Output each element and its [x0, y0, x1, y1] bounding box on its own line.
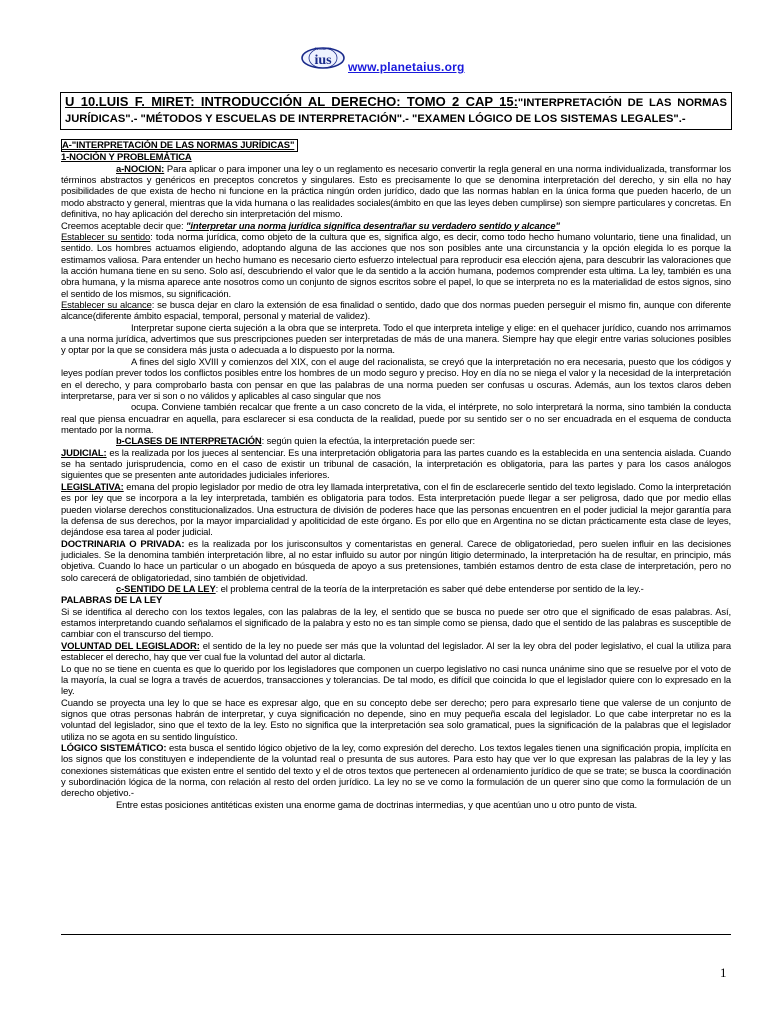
document-body	[61, 139, 731, 811]
page-header	[0, 40, 768, 80]
paragraph-voluntad: VOLUNTAD DEL LEGISLADOR: el sentido de la ley no puede ser más que la voluntad del legislador. Al ser la ley obra del poder legislativo, el cual la utiliza para establecer el derecho, hay que ver cual fue la voluntad del autor al dictarla.	[61, 640, 731, 664]
paragraph-sentido-ley: c-SENTIDO DE LA LEY: el problema central de la teoría de la interpretación es saber qué debe entenderse por sentido de la ley.-	[116, 584, 644, 596]
paragraph-afines: A fines del siglo XVIII y comienzos del XIX, con el auge del racionalista, se creyó que la interpretación no era necesaria, puesto que los códigos y leyes podían prever todos los conflictos posibles entre los hombres de un modo seguro y preciso. Hoy en día no se niega el valor y la necesidad de la interpretación en el derecho, y para comprobarlo basta con pensar en que las palabras de una norma pueden ser confusas u oscuras. Además, aun los textos claros deben interpretarse, para ver si son o no válidos y aplicables al caso singular que nos	[61, 356, 731, 402]
paragraph-sentido: Establecer su sentido: toda norma jurídica, como objeto de la cultura que es, significa algo, es decir, como todo hecho humano voluntario, tiene una finalidad, un sentido. Los hombres actuamos eligiendo, adoptando alguna de las acciones que nos son posibles ante una circunstancia y la opción elegida lo es porque la estimamos valiosa. Para entender un hecho humano es necesario cierto esfuerzo intelectual para reproducir esa elección ajena, para descubrir las valoraciones que la acción humana tiene en su seno. Solo así, descubriendo el valor que le da sentido a la acción humana, podemos comprender esta ultima. La ley, también es una obra humana, y la misma aparece ante nosotros como un conjunto de signos escritos sobre el papel, lo que se interpreta no es la materialidad de estos signos, sino el sentido de los mismos, su significación.	[61, 231, 731, 300]
planetaius-logo	[300, 44, 346, 70]
paragraph-creemos: Creemos aceptable decir que: "interpretar una norma jurídica significa desentrañar su verdadero sentido y alcance"	[61, 220, 560, 232]
site-url-link[interactable]: www.planetaius.org	[348, 60, 465, 74]
logo-small-text: PLANETA	[314, 47, 332, 51]
logo-text: ius	[314, 53, 332, 68]
paragraph-judicial: JUDICIAL: es la realizada por los jueces al sentenciar. Es una interpretación obligatoria para las partes cuando es la establecida en una sentencia aislada. Cuando se ha sentado jurisprudencia, como en el caso de existir un tribunal de casación, la interpretación es obligatoria, para las partes y para los casos análogos siguientes que se presenten ante autoridades judiciales inferiores.	[61, 447, 731, 482]
paragraph-nocion: a-NOCION: Para aplicar o para imponer una ley o un reglamento es necesario convertir la regla general en una norma individualizada, transformar los términos abstractos y genéricos en preceptos concretos y singulares. Esto es precisamente lo que se denomina interpretación del derecho, y sin ella no hay posibilidades de que exista de hecho ni funcione en la práctica ningún orden jurídico, dado que las normas hablan en la única forma que pueden hacerlo, de un modo abstracto y general, mientras que la vida humana o las realidades sociales(ámbito en que las leyes deben cumplirse) son siempre particulares y concretas. En definitiva, no hay aplicación del derecho sin interpretación del mismo.	[61, 163, 731, 221]
paragraph-clases: b-CLASES DE INTERPRETACIÓN: según quien la efectúa, la interpretación puede ser:	[116, 436, 475, 448]
footer-divider	[61, 934, 731, 935]
paragraph-palabras: Si se identifica al derecho con los textos legales, con las palabras de la ley, el sentido que se busca no puede ser otro que el significado de esas palabras. Así, estamos interpretando cuando señalamos el significado de la palabra y esto no es tan simple como se piensa, dado que el sentido de las palabras es susceptible de cambiar con el transcurso del tiempo.	[61, 606, 731, 641]
paragraph-alcance: Establecer su alcance: se busca dejar en claro la extensión de esa finalidad o sentido, dado que dos normas pueden perseguir el mismo fin, aunque con diferente alcance(diferente ámbito espacial, temporal, personal y material de validez).	[61, 300, 731, 323]
paragraph-entre: Entre estas posiciones antitéticas existen una enorme gama de doctrinas intermedias, y que acentúan uno u otro punto de vista.	[116, 799, 638, 811]
paragraph-legislativa: LEGISLATIVA: emana del propio legislador por medio de otra ley llamada interpretativa, con el fin de esclarecerle sentido del texto legislado. Como la interpretación es por ley que se incorpora a la ley interpretada, también es obligatoria para todos. Esta interpretación puede llegar a ser peligrosa, dado que por medio ellas pueden violarse derechos constitucionalizados. Una estructura de división de poderes hace que las personas encuentren en el poder judicial la mejor garantía para la defensa de sus derechos, por la mayor imparcialidad y apoliticidad de este órgano. Es por ello que en Argentina no se dictan prácticamente esta clase de leyes, dejándose esa tarea al poder judicial.	[61, 481, 731, 539]
paragraph-ocupa: ocupa. Conviene también recalcar que frente a un caso concreto de la vida, el intérprete, no solo interpretará la norma, sino también la conducta real que piensa encuadrar en aquella, para esclarecer si esa conducta de la realidad, puede por su sentido ser o no ser encuadrada en el esquema de conducta mentado por la norma.	[61, 402, 731, 436]
title-rest: "INTERPRETACIÓN DE LAS NORMAS JURÍDICAS".- "MÉTODOS Y ESCUELAS DE INTERPRETACIÓN".- "EXAMEN LÓGICO DE LOS SISTEMAS LEGALES".-	[65, 97, 727, 125]
palabras-heading: PALABRAS DE LA LEY	[61, 595, 163, 607]
document-title-box	[60, 92, 732, 130]
paragraph-cuando: Cuando se proyecta una ley lo que se hace es expresar algo, que en su concepto debe ser derecho; pero para expresarlo tiene que valerse de un conjunto de signos que otras personas habrán de interpretar, y cuya significación no depende, sino en muy pequeña escala del legislador. Lo que cabe interpretar no es la voluntad del legislador, sino que el texto de la ley. Esto no significa que la interpretación sea solo gramatical, pues la significación de la palabras que el legislador utiliza no se agota en su sentido linguístico.	[61, 697, 731, 743]
paragraph-logico: LÓGICO SISTEMÁTICO: esta busca el sentido lógico objetivo de la ley, como expresión del derecho. Los textos legales tienen una significación propia, implícita en los signos que los constituyen e independiente de la voluntad real o presunta de sus autores. Para esto hay que ver lo que expresan las palabras de la ley y las conexiones sistemáticas que existen entre el sentido del texto y el de otros textos que pertenecen al ordenamiento jurídico de que se trate; se busca la coordinación y subordinación lógica de la norma, con relación al resto del orden jurídico. La ley no se ve como la formulación de un querer sino que como la formulación de un derecho objetivo.-	[61, 743, 731, 800]
page-number: 1	[720, 965, 727, 980]
title-main: U 10.LUIS F. MIRET: INTRODUCCIÓN AL DERECHO: TOMO 2 CAP 15:	[65, 94, 518, 109]
paragraph-doctrinaria: DOCTRINARIA O PRIVADA: es la realizada por los jurisconsultos y comentaristas en general. Carece de obligatoriedad, pero suelen influir en las decisiones judiciales. Se la denomina también interpretación libre, al no estar influido su autor por ningún litigio determinado, la interpretación ha de resultar, en principio, más objetiva. Cuando lo hace un particular o un abogado en búsqueda de apoyo a sus pretensiones, también estamos dentro de esta clase de interpretación, pero no solo carecerá de obligatoriedad, sino también de objetividad.	[61, 538, 731, 584]
paragraph-loque: Lo que no se tiene en cuenta es que lo querido por los legisladores que componen un cuerpo legislativo no casi nunca unánime sino que se resuelve por el voto de la mayoría, la cual se logra a través de acuerdos, transacciones y tolerancias. De tal modo, es difícil que coincida lo que el legislador quiere con lo expresado en la ley.	[61, 663, 731, 698]
section-a-heading: A-"INTERPRETACIÓN DE LAS NORMAS JURÍDICAS"	[61, 139, 731, 152]
paragraph-interpretar: Interpretar supone cierta sujeción a la obra que se interpreta. Todo el que interpreta intelige y elige: en el quehacer jurídico, cuando nos arrimamos a una norma jurídica, advertimos que sus prescripciones pueden ser interpretadas de más de una manera. Siempre hay que elegir entre varias soluciones posibles y optar por la que se considera más justa o adecuada a lo dispuesto por la norma.	[61, 322, 731, 357]
subsection-1-heading: 1-NOCIÓN Y PROBLEMÁTICA	[61, 152, 192, 164]
